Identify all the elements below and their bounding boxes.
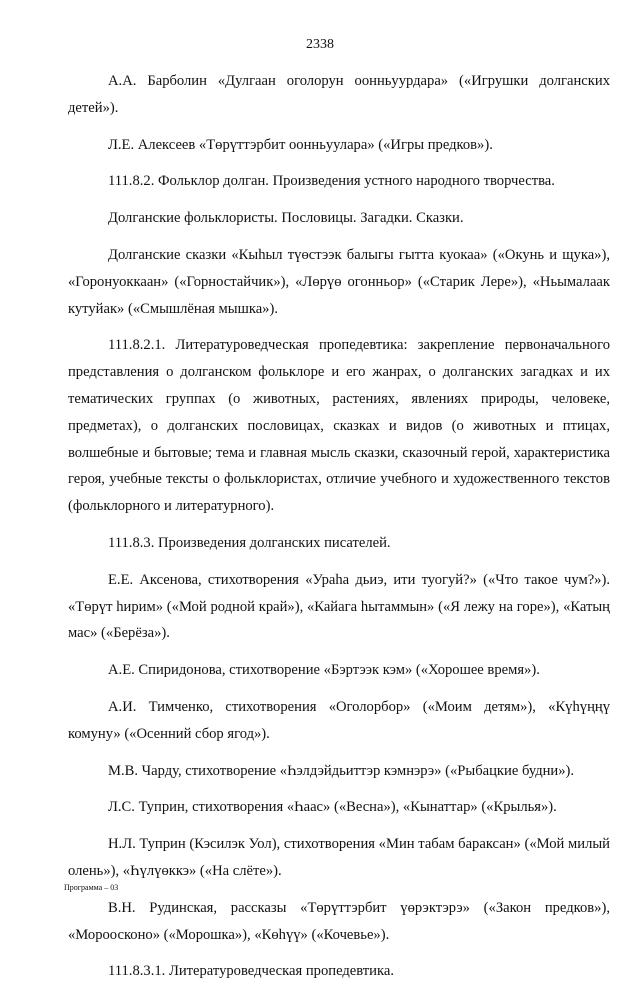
footer-label: Программа – 03 <box>64 883 119 892</box>
section-heading-111-8-2: 111.8.2. Фольклор долган. Произведения устного народного творчества. <box>108 173 555 190</box>
paragraph-barbolin: А.А. Барболин «Дулгаан оголорун оонньуурдара» («Игрушки долганских детей»). <box>68 73 610 116</box>
paragraph-chardu: М.В. Чарду, стихотворение «Һэлдэйдьиттэр кэмнэрэ» («Рыбацкие будни»). <box>108 762 575 779</box>
paragraph-dolgan-tales: Долганские сказки «Кыһыл түөстээк балыгы гытта куокаа» («Окунь и щука»), «Горонуоккаан» («Горностайчик»), «Лөрүө огонньор» («Старик Лере»), «Ньымалаак кутуйак» («Смышлёная мышка»). <box>68 246 610 317</box>
paragraph-timchenko: А.И. Тимченко, стихотворения «Оголорбор» («Моим детям»), «Күһүңңү комуну» («Осенний сбор ягод»). <box>68 698 610 742</box>
page-number: 2338 <box>306 37 334 52</box>
paragraph-alekseev: Л.Е. Алексеев «Төрүттэрбит оонньуулара» («Игры предков»). <box>108 136 493 153</box>
section-heading-111-8-3: 111.8.3. Произведения долганских писателей. <box>108 534 391 551</box>
section-heading-111-8-3-1: 111.8.3.1. Литературоведческая пропедевтика. <box>108 963 394 980</box>
document-body <box>68 68 610 985</box>
paragraph-tuprin-nl: Н.Л. Туприн (Кэсилэк Уол), стихотворения «Мин табам бараксан» («Мой милый олень»), «Һүлүөккэ» («На слёте»). <box>68 836 610 879</box>
paragraph-tuprin-ls: Л.С. Туприн, стихотворения «Һаас» («Весна»), «Кынаттар» («Крылья»). <box>108 799 557 816</box>
paragraph-aksenova: Е.Е. Аксенова, стихотворения «Ураһа дьиэ, ити туогуй?» («Что такое чум?»). «Төрүт һирим» («Мой родной край»), «Кайага һытаммын» («Я лежу на горе»), «Катың мас» («Берёза»). <box>68 571 610 642</box>
paragraph-spiridonova: А.Е. Спиридонова, стихотворение «Бэртээк кэм» («Хорошее время»). <box>108 662 540 679</box>
paragraph-rudinskaya: В.Н. Рудинская, рассказы «Төрүттэрбит үөрэктэрэ» («Закон предков»), «Мороосконо» («Морошка»), «Көһүү» («Кочевье»). <box>68 899 610 943</box>
paragraph-folklorists: Долганские фольклористы. Пословицы. Загадки. Сказки. <box>108 210 464 227</box>
section-111-8-2-1: 111.8.2.1. Литературоведческая пропедевтика: закрепление первоначального представления о долганском фольклоре и его жанрах, о долганских загадках и их тематических группах (о животных, растениях, явлениях природы, человеке, предметах), о долганских пословицах, сказках и видов (о животных и птицах, волшебные и бытовые; тема и главная мысль сказки, сказочный герой, характеристика героя, учебные тексты о фольклористах, отличие учебного и художественного текстов (фольклорного и литературного). <box>68 337 610 515</box>
